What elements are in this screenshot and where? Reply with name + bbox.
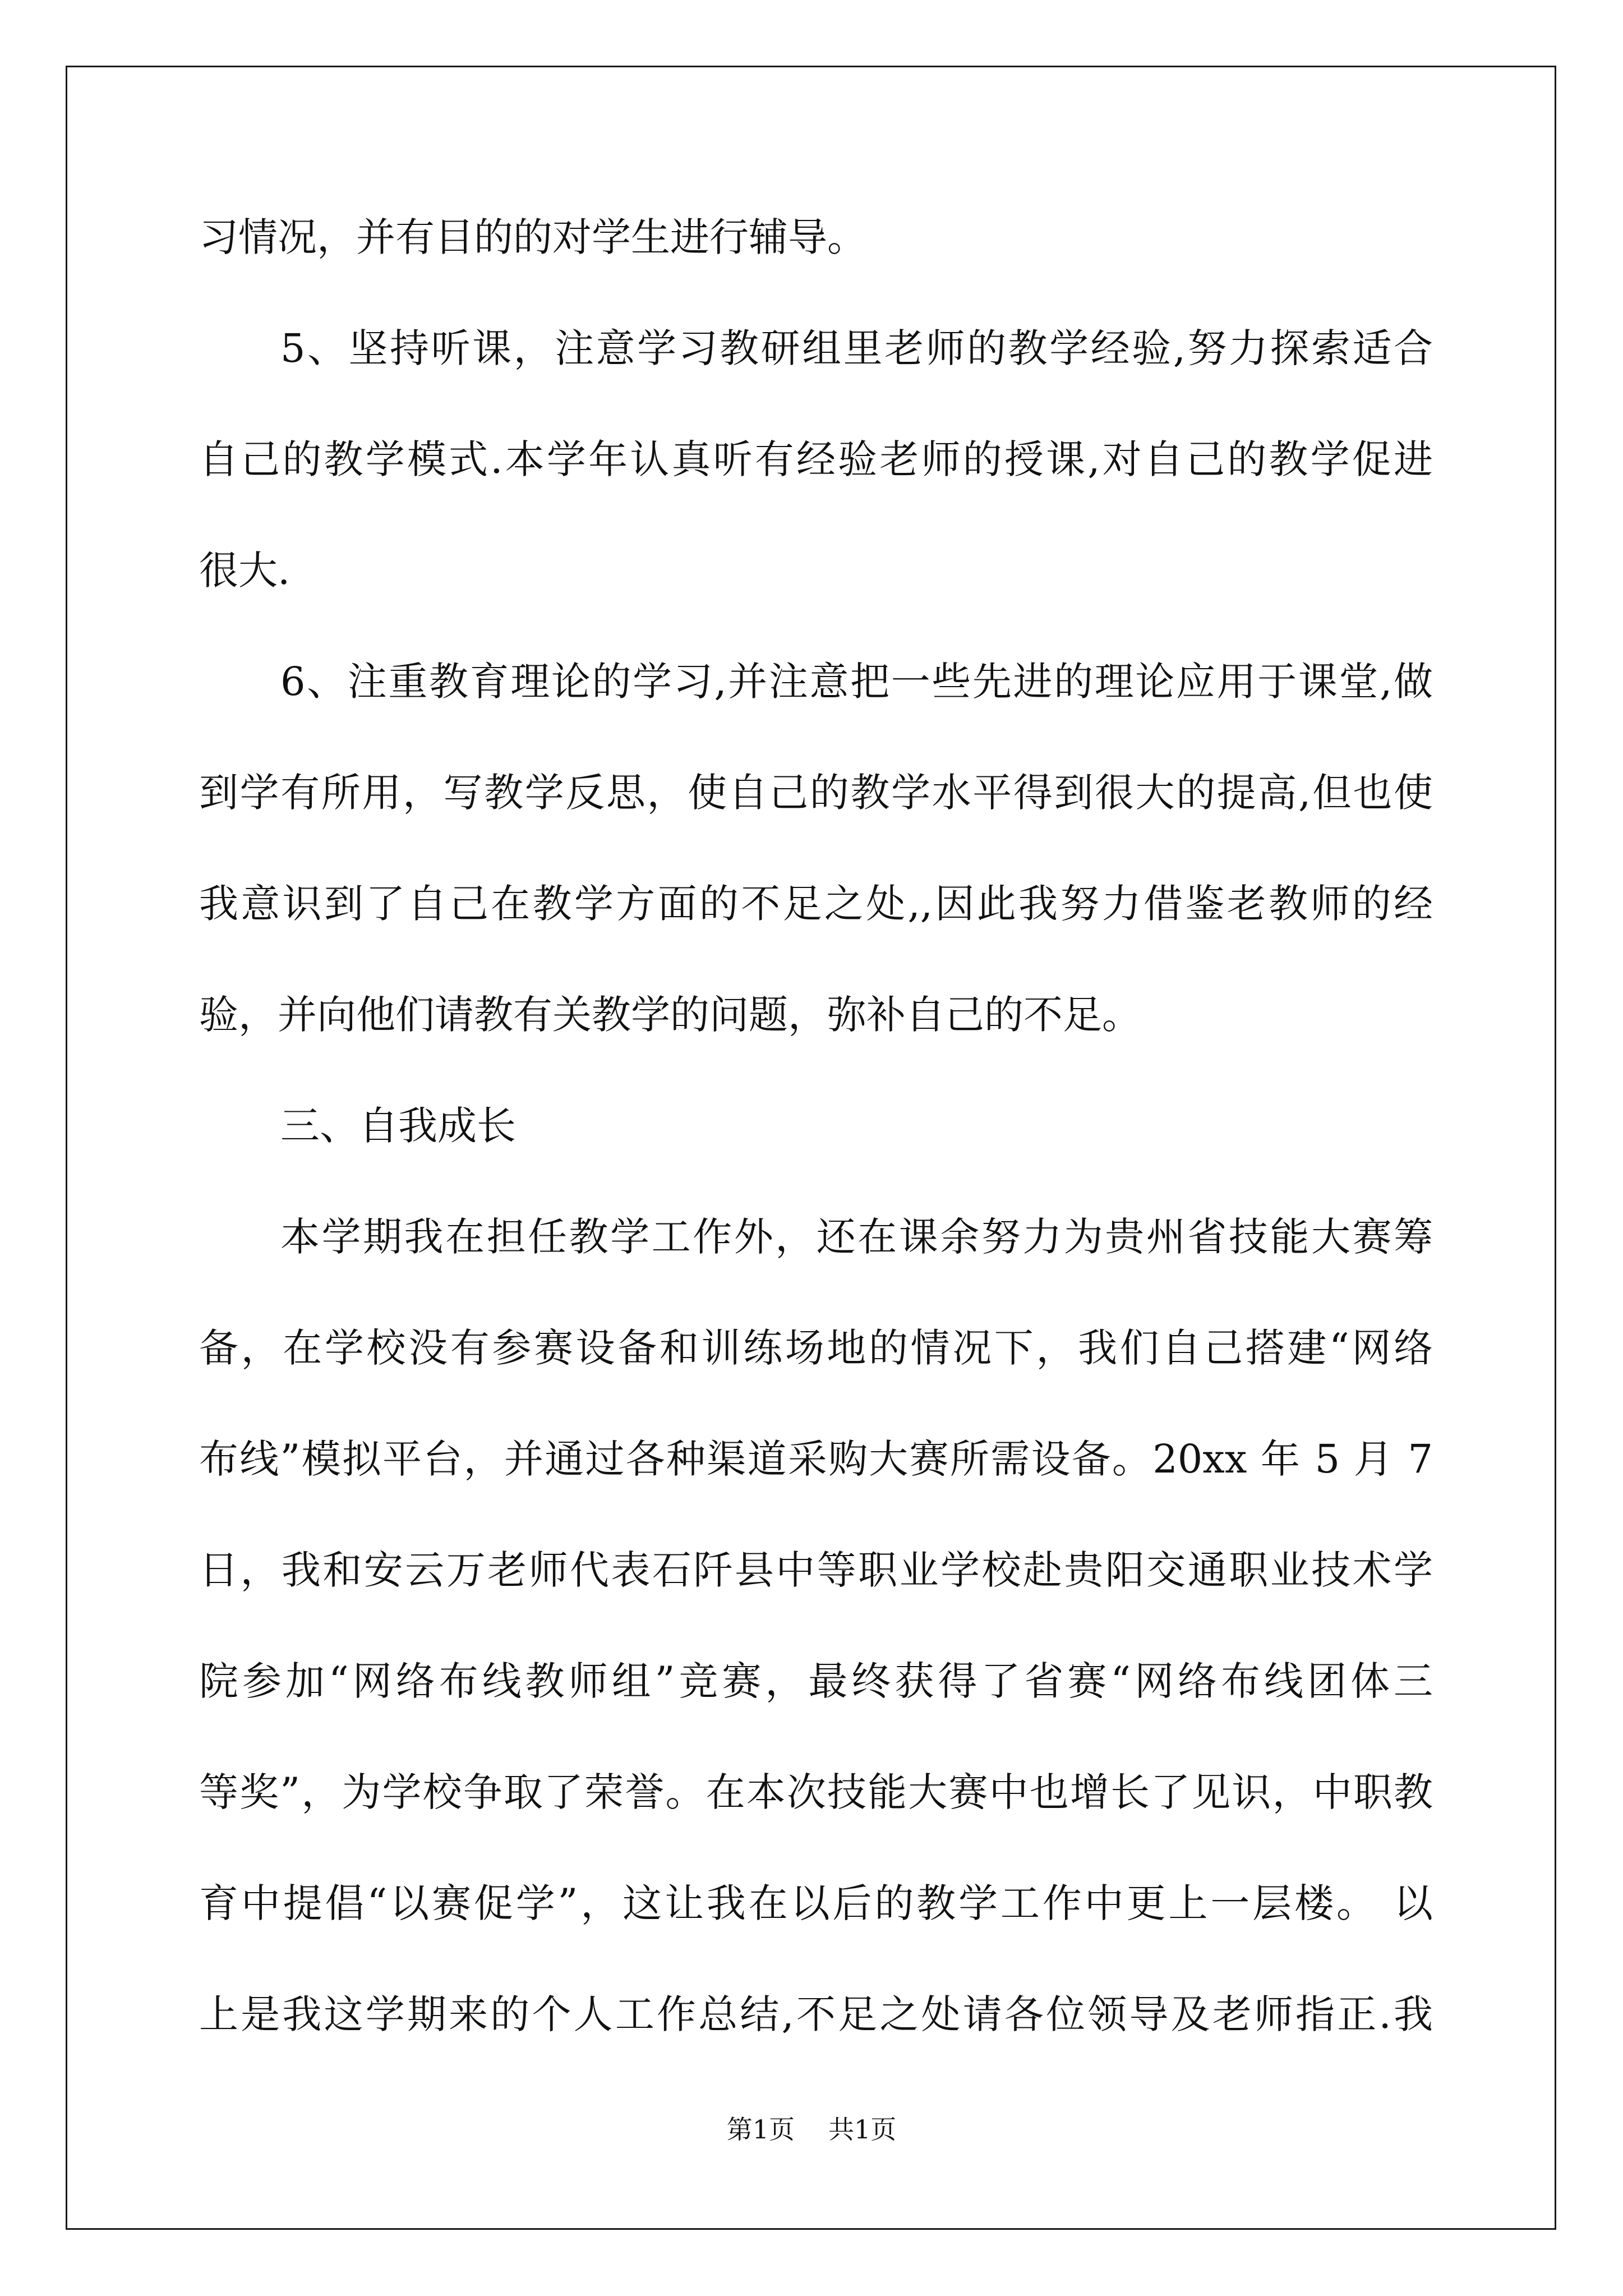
section-heading: 三、自我成长 — [280, 1103, 516, 1149]
text-line: 上是我这学期来的个人工作总结,不足之处请各位领导及老师指正.我 — [199, 1991, 1433, 2037]
text-line: 等奖”，为学校争取了荣誉。在本次技能大赛中也增长了见识，中职教 — [199, 1769, 1433, 1815]
text-line: 自己的教学模式.本学年认真听有经验老师的授课,对自己的教学促进 — [199, 436, 1433, 482]
document-body — [199, 216, 1433, 2104]
text-line: 本学期我在担任教学工作外，还在课余努力为贵州省技能大赛筹 — [280, 1214, 1433, 1260]
page-footer — [0, 2115, 1623, 2144]
text-line: 5、坚持听课，注意学习教研组里老师的教学经验,努力探索适合 — [280, 325, 1433, 371]
text-line: 日，我和安云万老师代表石阡县中等职业学校赴贵阳交通职业技术学 — [199, 1547, 1433, 1593]
text-line: 到学有所用，写教学反思，使自己的教学水平得到很大的提高,但也使 — [199, 770, 1433, 816]
page-number: 第1页 — [726, 2114, 795, 2145]
text-line: 习情况，并有目的的对学生进行辅导。 — [199, 214, 866, 260]
text-line: 育中提倡“以赛促学”，这让我在以后的教学工作中更上一层楼。 以 — [199, 1880, 1433, 1926]
text-line: 院参加“网络布线教师组”竞赛，最终获得了省赛“网络布线团体三 — [199, 1658, 1433, 1704]
text-line: 我意识到了自己在教学方面的不足之处,,因此我努力借鉴老教师的经 — [199, 881, 1433, 927]
text-line: 很大. — [199, 547, 291, 593]
text-line: 6、注重教育理论的学习,并注意把一些先进的理论应用于课堂,做 — [280, 659, 1433, 705]
text-line: 备，在学校没有参赛设备和训练场地的情况下，我们自己搭建“网络 — [199, 1325, 1433, 1371]
text-line: 布线”模拟平台，并通过各种渠道采购大赛所需设备。20xx 年 5 月 7 — [199, 1436, 1433, 1482]
page-total: 共1页 — [828, 2114, 897, 2145]
text-line: 验，并向他们请教有关教学的问题，弥补自己的不足。 — [199, 992, 1141, 1038]
